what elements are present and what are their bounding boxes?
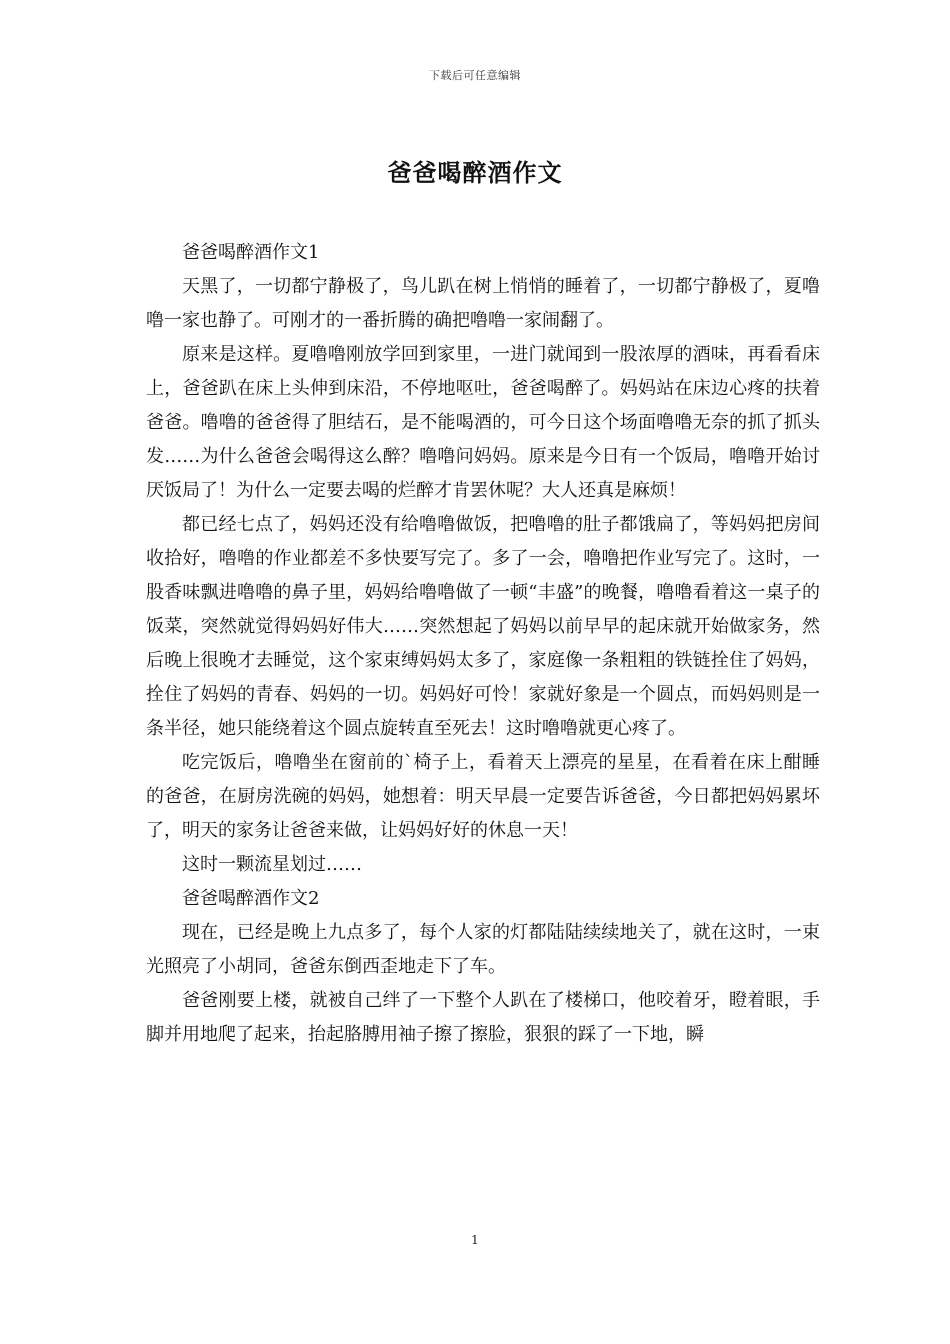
paragraph: 吃完饭后，噜噜坐在窗前的`椅子上，看着天上漂亮的星星，在看着在床上酣睡的爸爸，在厨房洗碗的妈妈，她想着：明天早晨一定要告诉爸爸，今日都把妈妈累坏了，明天的家务让爸爸来做，让妈妈好好的休息一天！: [146, 752, 820, 841]
paragraph: 这时一颗流星划过……: [182, 854, 362, 875]
header-note: 下载后可任意编辑: [429, 69, 521, 82]
document-title: 爸爸喝醉酒作文: [387, 158, 563, 187]
paragraph: 天黑了，一切都宁静极了，鸟儿趴在树上悄悄的睡着了，一切都宁静极了，夏噜噜一家也静了。可刚才的一番折腾的确把噜噜一家闹翻了。: [146, 276, 820, 331]
paragraph: 都已经七点了，妈妈还没有给噜噜做饭，把噜噜的肚子都饿扁了，等妈妈把房间收拾好，噜噜的作业都差不多快要写完了。多了一会，噜噜把作业写完了。这时，一股香味飘进噜噜的鼻子里，妈妈给噜噜做了一顿“丰盛”的晚餐，噜噜看着这一桌子的饭菜，突然就觉得妈妈好伟大……突然想起了妈妈以前早早的起床就开始做家务，然后晚上很晚才去睡觉，这个家束缚妈妈太多了，家庭像一条粗粗的铁链拴住了妈妈，拴住了妈妈的青春、妈妈的一切。妈妈好可怜！家就好象是一个圆点，而妈妈则是一条半径，她只能绕着这个圆点旋转直至死去！这时噜噜就更心疼了。: [146, 514, 820, 739]
paragraph: 爸爸刚要上楼，就被自己绊了一下整个人趴在了楼梯口，他咬着牙，瞪着眼，手脚并用地爬了起来，抬起胳膊用袖子擦了擦脸，狠狠的踩了一下地，瞬: [146, 990, 820, 1045]
document-body: [146, 236, 820, 1052]
paragraph: 原来是这样。夏噜噜刚放学回到家里，一进门就闻到一股浓厚的酒味，再看看床上，爸爸趴在床上头伸到床沿，不停地呕吐，爸爸喝醉了。妈妈站在床边心疼的扶着爸爸。噜噜的爸爸得了胆结石，是不能喝酒的，可今日这个场面噜噜无奈的抓了抓头发……为什么爸爸会喝得这么醉？噜噜问妈妈。原来是今日有一个饭局，噜噜开始讨厌饭局了！为什么一定要去喝的烂醉才肯罢休呢？大人还真是麻烦！: [146, 344, 820, 501]
section-heading-1: 爸爸喝醉酒作文1: [182, 242, 320, 263]
section-heading-2: 爸爸喝醉酒作文2: [182, 888, 320, 909]
paragraph: 现在，已经是晚上九点多了，每个人家的灯都陆陆续续地关了，就在这时，一束光照亮了小胡同，爸爸东倒西歪地走下了车。: [146, 922, 820, 977]
page-number: 1: [471, 1233, 479, 1247]
